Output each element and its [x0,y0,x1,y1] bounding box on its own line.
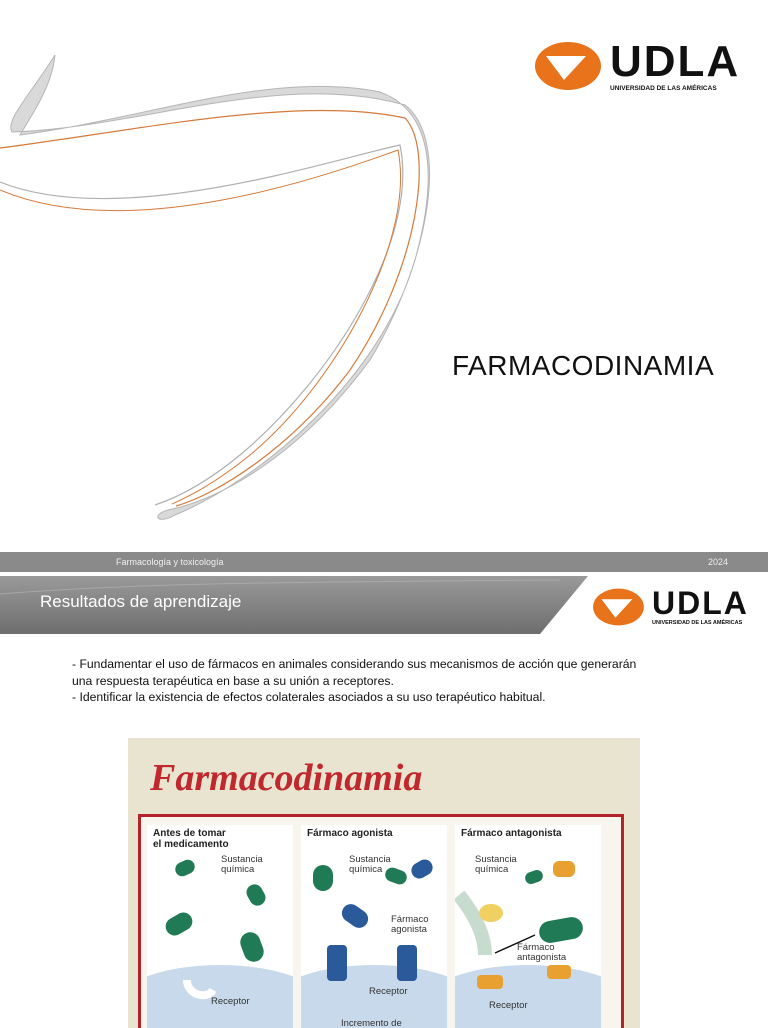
panel-antagonist [455,825,601,1028]
panel-title: Fármaco agonista [307,828,393,839]
panel-agonist [301,825,447,1028]
panel-before-drug [147,825,293,1028]
label-receptor: Receptor [489,1000,528,1011]
logo-wordmark: UDLA [652,585,749,622]
label-receptor: Receptor [369,986,408,997]
objective-line: - Fundamentar el uso de fármacos en animales considerando sus mecanismos de acción que generarán [72,657,637,671]
slide-title: FARMACODINAMIA [452,350,715,381]
swoosh-gray-line [0,145,403,505]
pharmacodynamics-figure [128,738,640,1028]
udla-logo-small [592,587,749,627]
udla-mark-icon [592,587,648,627]
panel-title: Antes de tomar el medicamento [153,828,229,850]
swoosh-orange-line-1 [0,110,419,506]
panel-title: Fármaco antagonista [461,828,562,839]
label-agonist: Fármaco agonista [391,914,429,935]
logo-wordmark: UDLA [610,37,741,86]
label-receptor: Receptor [211,996,250,1007]
udla-mark-icon [534,40,606,92]
footer-course: Farmacología y toxicología [116,557,224,567]
learning-objectives [72,656,732,706]
figure-title: Farmacodinamia [150,757,423,799]
footer-year: 2024 [707,557,728,567]
label-substance: Sustancia química [349,854,391,875]
figure-frame [138,814,624,1028]
swoosh-orange-line-2 [0,150,401,504]
label-substance: Sustancia química [221,854,263,875]
header-title: Resultados de aprendizaje [40,592,242,611]
label-increase: Incremento de [341,1018,402,1028]
logo-subtitle: UNIVERSIDAD DE LAS AMÉRICAS [652,620,743,627]
objective-line: - Identificar la existencia de efectos colaterales asociados a su uso terapéutico habitual. [72,690,546,704]
swoosh-gray-band [11,55,430,519]
label-substance: Sustancia química [475,854,517,875]
objective-line: una respuesta terapéutica en base a su unión a receptores. [72,673,394,688]
udla-logo [534,37,741,93]
molecules [301,825,447,1028]
slide-footer [0,552,768,572]
logo-subtitle: UNIVERSIDAD DE LAS AMÉRICAS [610,85,717,92]
label-antagonist: Fármaco antagonista [517,942,567,963]
molecules [455,825,601,1028]
